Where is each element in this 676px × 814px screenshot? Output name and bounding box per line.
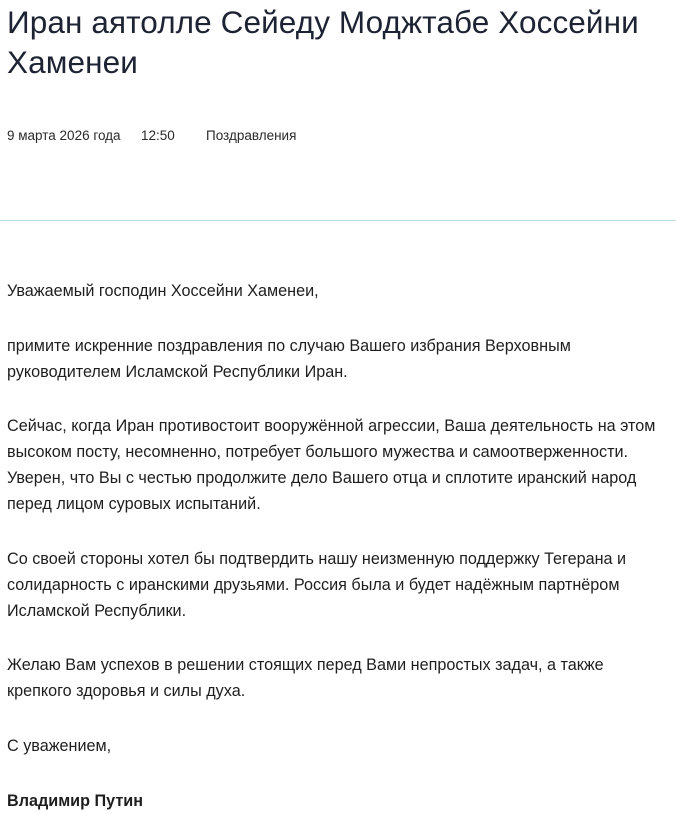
publish-time: 12:50: [141, 128, 175, 143]
category-link[interactable]: Поздравления: [206, 128, 297, 143]
letter-paragraph: примите искренние поздравления по случаю Вашего избрания Верховным руководителем Исламской Республики Иран.: [7, 336, 571, 381]
publish-date: 9 марта 2026 года: [7, 128, 121, 143]
letter-body: [7, 278, 672, 810]
article-title: Иран аятолле Сейеду Моджтабе Хоссейни Хаменеи: [7, 4, 639, 80]
divider: [0, 220, 676, 221]
letter-greeting: Уважаемый господин Хоссейни Хаменеи,: [7, 282, 319, 300]
letter-paragraph: Со своей стороны хотел бы подтвердить нашу неизменную поддержку Тегерана и солидарность с иранскими друзьями. Россия была и будет надёжным партнёром Исламской Республики.: [7, 549, 627, 620]
letter-paragraph: Сейчас, когда Иран противостоит вооружённой агрессии, Ваша деятельность на этом высоком посту, несомненно, потребует большого мужества и самоотверженности. Уверен, что Вы с честью продолжите дело Вашего отца и сплотите иранский народ перед лицом суровых испытаний.: [7, 417, 656, 513]
letter-signature: Владимир Путин: [7, 792, 144, 810]
letter-closing: С уважением,: [7, 736, 112, 755]
letter-paragraph: Желаю Вам успехов в решении стоящих перед Вами непростых задач, а также крепкого здоровья и силы духа.: [7, 656, 604, 700]
